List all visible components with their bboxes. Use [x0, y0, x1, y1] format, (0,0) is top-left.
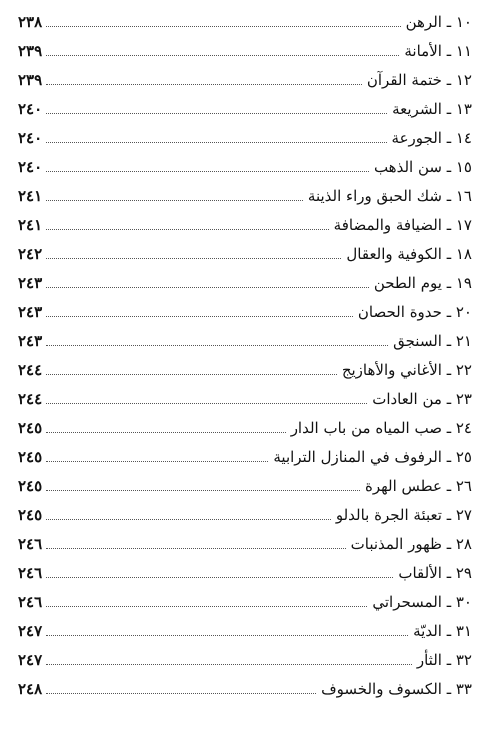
- dot-leader: [46, 170, 369, 172]
- entry-title: ٢٢ ـ الأغاني والأهازيج: [341, 361, 472, 379]
- toc-entry: [18, 669, 472, 699]
- toc-entry: [18, 495, 472, 525]
- dot-leader: [46, 663, 412, 665]
- entry-title: ٢٤ ـ صب المياه من باب الدار: [290, 419, 472, 437]
- toc-entry: [18, 118, 472, 148]
- page-number: ٢٤٧: [18, 651, 43, 669]
- entry-title: ٣٣ ـ الكسوف والخسوف: [321, 680, 472, 698]
- toc-entry: [18, 408, 472, 438]
- toc-entry: [18, 205, 472, 235]
- dot-leader: [46, 373, 337, 375]
- dot-leader: [46, 460, 268, 462]
- page-number: ٢٤٠: [18, 129, 43, 147]
- dot-leader: [46, 54, 399, 56]
- page-number: ٢٤٦: [18, 564, 43, 582]
- page-number: ٢٤٥: [18, 506, 43, 524]
- page-number: ٢٣٨: [18, 13, 43, 31]
- dot-leader: [46, 489, 360, 491]
- page-number: ٢٤٠: [18, 100, 43, 118]
- dot-leader: [46, 83, 362, 85]
- toc-entry: [18, 321, 472, 351]
- dot-leader: [46, 315, 353, 317]
- toc-entry: [18, 31, 472, 61]
- page-number: ٢٤٠: [18, 158, 43, 176]
- dot-leader: [46, 576, 393, 578]
- dot-leader: [46, 199, 303, 201]
- entry-title: ٣٢ ـ الثأر: [416, 651, 472, 669]
- page-number: ٢٤٥: [18, 419, 43, 437]
- dot-leader: [46, 605, 367, 607]
- dot-leader: [46, 402, 367, 404]
- toc-entry: [18, 524, 472, 554]
- entry-title: ١٤ ـ الجورعة: [391, 129, 472, 147]
- entry-title: ١٠ ـ الرهن: [405, 13, 472, 31]
- entry-title: ٣١ ـ الديّة: [413, 622, 472, 640]
- page-number: ٢٤٨: [18, 680, 43, 698]
- entry-title: ١٨ ـ الكوفية والعقال: [346, 245, 472, 263]
- entry-title: ١٧ ـ الضيافة والمضافة: [333, 216, 472, 234]
- page-number: ٢٤٧: [18, 622, 43, 640]
- page-number: ٢٤١: [18, 187, 43, 205]
- entry-title: ٢٩ ـ الألقاب: [398, 564, 472, 582]
- toc-entry: [18, 234, 472, 264]
- page-number: ٢٤٣: [18, 303, 43, 321]
- entry-title: ٢١ ـ السنجق: [393, 332, 472, 350]
- toc-entry: [18, 466, 472, 496]
- entry-title: ٢٦ ـ عطس الهرة: [365, 477, 472, 495]
- dot-leader: [46, 518, 331, 520]
- page-number: ٢٤٤: [18, 361, 43, 379]
- dot-leader: [46, 228, 329, 230]
- entry-title: ٢٣ ـ من العادات: [372, 390, 472, 408]
- dot-leader: [46, 431, 286, 433]
- entry-title: ٢٧ ـ تعبئة الجرة بالدلو: [335, 506, 472, 524]
- entry-title: ٣٠ ـ المسحراتي: [372, 593, 472, 611]
- page-number: ٢٤٦: [18, 535, 43, 553]
- toc-entry: [18, 292, 472, 322]
- toc-entry: [18, 640, 472, 670]
- toc-entry: [18, 350, 472, 380]
- dot-leader: [46, 25, 400, 27]
- dot-leader: [46, 692, 316, 694]
- dot-leader: [46, 344, 388, 346]
- entry-title: ١٢ ـ ختمة القرآن: [366, 71, 472, 89]
- entry-title: ١٥ ـ سن الذهب: [373, 158, 472, 176]
- toc-entry: [18, 60, 472, 90]
- dot-leader: [46, 547, 345, 549]
- dot-leader: [46, 257, 341, 259]
- entry-title: ٢٥ ـ الرفوف في المنازل الترابية: [273, 448, 472, 466]
- entry-title: ١١ ـ الأمانة: [404, 42, 472, 60]
- page-number: ٢٤٢: [18, 245, 43, 263]
- toc-entry: [18, 176, 472, 206]
- entry-title: ٢٠ ـ حدوة الحصان: [357, 303, 472, 321]
- entry-title: ١٣ ـ الشريعة: [392, 100, 472, 118]
- dot-leader: [46, 286, 369, 288]
- page-number: ٢٤١: [18, 216, 43, 234]
- dot-leader: [46, 634, 408, 636]
- page-number: ٢٤٦: [18, 593, 43, 611]
- toc-entry: [18, 89, 472, 119]
- page-number: ٢٤٥: [18, 448, 43, 466]
- toc-entry: [18, 379, 472, 409]
- toc-entry: [18, 611, 472, 641]
- toc-entry: [18, 582, 472, 612]
- dot-leader: [46, 112, 387, 114]
- dot-leader: [46, 141, 386, 143]
- toc-entry: [18, 553, 472, 583]
- entry-title: ١٩ ـ يوم الطحن: [373, 274, 472, 292]
- entry-title: ٢٨ ـ ظهور المذنبات: [350, 535, 472, 553]
- page-number: ٢٤٤: [18, 390, 43, 408]
- page-number: ٢٣٩: [18, 42, 43, 60]
- toc-entry: [18, 263, 472, 293]
- page-number: ٢٤٣: [18, 332, 43, 350]
- page-number: ٢٤٣: [18, 274, 43, 292]
- page-number: ٢٣٩: [18, 71, 43, 89]
- toc-entry: [18, 437, 472, 467]
- entry-title: ١٦ ـ شك الحبق وراء الذينة: [307, 187, 472, 205]
- toc-entry: [18, 2, 472, 32]
- toc-entry: [18, 147, 472, 177]
- page-number: ٢٤٥: [18, 477, 43, 495]
